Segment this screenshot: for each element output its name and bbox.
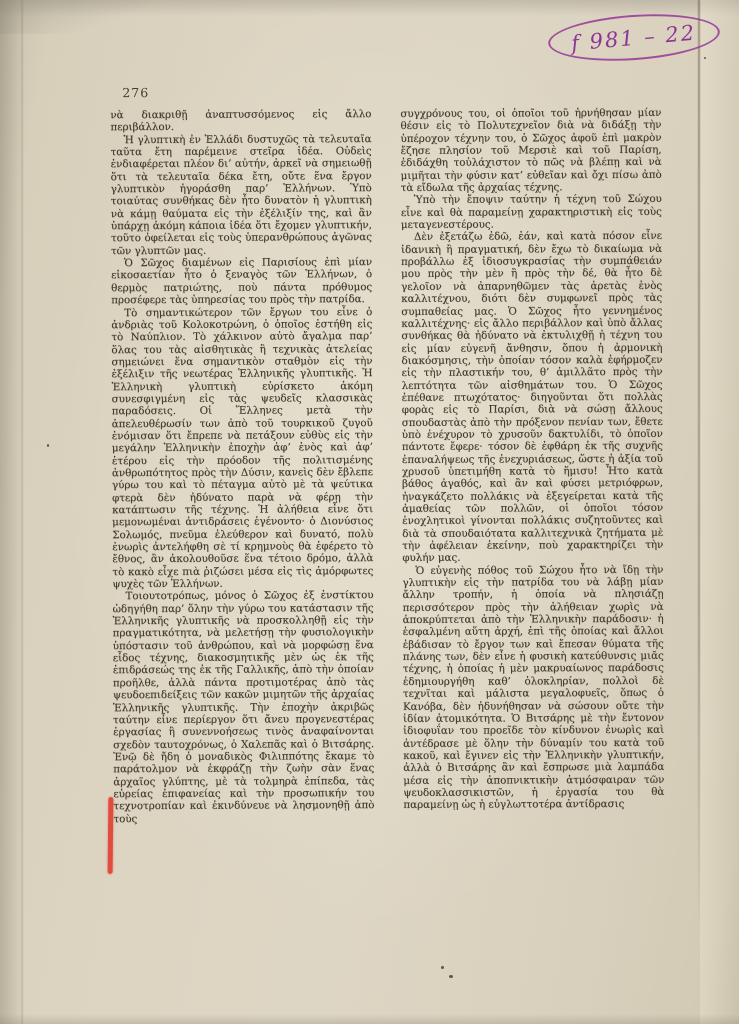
scan-speck: [47, 444, 49, 447]
paragraph: Ὁ εὐγενὴς πόθος τοῦ Σώχου ἦτο νὰ ἴδῃ τὴν γλυπτικὴν εἰς τὴν πατρίδα του νὰ λάβῃ μίαν ἄλλην τροπήν, ἡ ὁποία νὰ πλησιάζῃ περισσότερον πρὸς τὴν ἀλήθειαν χωρὶς νὰ ἀποκρύπτεται ἀπὸ τὴν Ἑλληνικὴν παράδοσιν· ἡ ἐσφαλμένη αὕτη ἀρχή, ἐπὶ τῆς ὁποίας καὶ ἄλλοι ἐβάδισαν τὸ ἔργον των καὶ ἔπεσαν θύματα τῆς πλάνης των, δὲν εἶνε ἡ φυσικὴ κατεύθυνσις μιᾶς τέχνης, ἡ ὁποίας ἡ μὲν μακρυαίωνος παράδοσις ἐδημιουργήθη καθ’ ὁλοκληρίαν, πολλοὶ δὲ τεχνῖται καὶ μάλιστα μεγαλοφυεῖς, ὅπως ὁ Κανόβα, δὲν ἠδυνήθησαν νὰ σώσουν οὔτε τὴν ἰδίαν ἀτομικότητα. Ὁ Βιτσάρης μὲ τὴν ἔντονον ἰδιοφυΐαν του προεῖδε τὸν κίνδυνον ἐνωρὶς καὶ ἀντέδρασε μὲ ὅλην τὴν δύναμίν του κατὰ τοῦ κακοῦ, καὶ ἔγινεν εἰς τὴν Ἑλληνικὴν γλυπτικήν, ἀλλὰ ὁ Βιτσάρης ἂν καὶ ἔσπρωσε μιὰ λαμπάδα μέσα εἰς τὴν ἀποπνικτικὴν ἀτμόσφαιραν τῶν ψευδοκλασσικιστῶν, ἡ ἐργασία του θὰ παραμείνῃ ὡς ἡ εὐγλωττοτέρα ἀντίδρασις: [402, 563, 665, 812]
paragraph: Τὸ σημαντικώτερον τῶν ἔργων του εἶνε ὁ ἀνδριὰς τοῦ Κολοκοτρώνη, ὁ ὁποῖος ἐστήθη εἰς τὸ Ναύπλιον. Τὸ χάλκινον αὐτὸ ἄγαλμα παρ’ ὅλας του τὰς αἰσθητικὰς ἢ τεχνικὰς ἀτελείας σημειώνει ἕνα σημαντικὸν σταθμὸν εἰς τὴν ἐξέλιξιν τῆς νεωτέρας Ἑλληνικῆς γλυπτικῆς. Ἡ Ἑλληνικὴ γλυπτικὴ εὑρίσκετο ἀκόμη συνεσφιγμένη εἰς τὰς ψευδεῖς κλασσικὰς παραδόσεις. Οἱ Ἕλληνες μετὰ τὴν ἀπελευθέρωσίν των ἀπὸ τοῦ τουρκικοῦ ζυγοῦ ἐνόμισαν ὅτι ἔπρεπε νὰ πετάξουν εὐθὺς εἰς τὴν μεγάλην Ἑλληνικὴν ἐποχὴν ἀφ’ ἑνὸς καὶ ἀφ’ ἑτέρου εἰς τὴν πρόοδον τῆς πολιτισμένης ἀνθρωπότητος πρὸς τὴν Δύσιν, κανεὶς δὲν ἔβλεπε γύρω του καὶ τὸ πέταγμα αὐτὸ μὲ τὰ ψεύτικα φτερὰ δὲν ἠδύνατο παρὰ νὰ φέρῃ τὴν κατάπτωσιν τῆς τέχνης. Ἡ ἀλήθεια εἶνε ὅτι μεμονωμέναι ἀντιδράσεις ἐγένοντο· ὁ Διονύσιος Σολωμός, πνεῦμα ἐλεύθερον καὶ δυνατό, πολὺ ἐνωρὶς ἀντελήφθη σὲ τί κρημνοὺς θὰ ἐφέρετο τὸ ἔθνος, ἂν ἀκολουθοῦσε ἕνα τέτοιο δρόμο, ἀλλὰ τὸ κακὸ εἶχε πιὰ ῥιζώσει μέσα εἰς τὶς ἀμόρφωτες ψυχὲς τῶν Ἑλλήνων.: [111, 305, 374, 591]
left-column: [110, 108, 374, 881]
scan-speck: [441, 966, 444, 969]
paper-crease-left: [21, 0, 23, 1024]
printed-text-block: [110, 83, 665, 881]
page-fold-highlight: [700, 0, 739, 1024]
paragraph: Τοιουτοτρόπως, μόνος ὁ Σῶχος ἐξ ἐνστίκτου ὡδηγήθη παρ’ ὅλην τὴν γύρω του κατάστασιν τῆς Ἑλληνικῆς γλυπτικῆς νὰ προσκολληθῇ εἰς τὴν πραγματικότητα, νὰ μελετήσῃ τὴν φυσιολογικὴν ὑπόστασιν τοῦ ἀνθρώπου, καὶ νὰ μορφώσῃ ἕνα εἶδος τέχνης, διακοσμητικῆς μὲν ὡς ἐκ τῆς ἐπιδράσεώς της ἐκ τῆς Γαλλικῆς, ἀπὸ τὴν ὁποίαν προῆλθε, ἀλλὰ πάντα προτιμοτέρας ἀπὸ τὰς ψευδοεπιδείξεις τῶν κακῶν μιμητῶν τῆς ἀρχαίας Ἑλληνικῆς γλυπτικῆς. Τὴν ἐποχὴν ἀκριβῶς ταύτην εἶνε περίεργον ὅτι ἄνευ προγενεστέρας ἐργασίας ἢ συνεννοήσεως τινὸς ἀναφαίνονται σχεδὸν ταυτοχρόνως, ὁ Χαλεπᾶς καὶ ὁ Βιτσάρης. Ἐνῷ δὲ ἤδη ὁ μοναδικὸς Φιλιππότης ἔκαμε τὸ παράτολμον νὰ ἐκφράζῃ τὴν ζωὴν σὰν ἕνας ἀρχαῖος γλύπτης, μὲ τὰ τολμηρὰ ἐπίπεδα, τὰς εὐρείας ἐπιφανείας καὶ τὴν προσωπικήν του τεχνοτροπίαν καὶ ἐκινδύνευε νὰ λησμονηθῇ ἀπὸ τοὺς: [112, 589, 375, 825]
paragraph: Ἡ γλυπτικὴ ἐν Ἑλλάδι δυστυχῶς τὰ τελευταῖα ταῦτα ἔτη παρέμεινε στεῖρα ἰδέα. Οὐδεὶς ἐνδιαφέρεται πλέον δι’ αὐτήν, ἀρκεῖ νὰ σημειωθῇ ὅτι τὰ τελευταῖα δέκα ἔτη, οὔτε ἕνα ἔργον γλυπτικὸν ἠγοράσθη παρ’ Ἑλλήνων. Ὑπὸ τοιαύτας συνθήκας δὲν ἦτο δυνατὸν ἡ γλυπτικὴ νὰ κάμῃ θαύματα εἰς τὴν ἐξέλιξίν της, καὶ ἂν ὑπάρχῃ ἀκόμη κάποια ἰδέα ὅτι ἔχομεν γλυπτικήν, τοῦτο ὀφείλεται εἰς τοὺς ὑπερανθρώπους ἀγῶνας τῶν γλυπτῶν μας.: [110, 132, 372, 257]
scan-speck: [449, 975, 453, 978]
paragraph: νὰ διακριθῇ ἀναπτυσσόμενος εἰς ἄλλο περιβάλλον.: [110, 108, 372, 134]
right-column: [400, 107, 664, 880]
scan-speck: [704, 57, 706, 59]
two-column-layout: [110, 107, 665, 881]
page-fold-shadow: [698, 0, 700, 930]
paragraph: συγχρόνους του, οἱ ὁποῖοι τοῦ ἠρνήθησαν μίαν θέσιν εἰς τὸ Πολυτεχνεῖον διὰ νὰ διδάξῃ τὴν ὑπέροχον τέχνην του, ὁ Σῶχος ἀφοῦ ἐπὶ μακρὸν ἔζησε πλησίον τοῦ Μερσιὲ καὶ τοῦ Παρίση, ἐδιδάχθη τοὐλάχιστον τὸ πῶς νὰ βλέπῃ καὶ νὰ μιμῆται τὴν φύσιν κατ’ εὐθεῖαν καὶ ὄχι πίσω ἀπὸ τὰ εἴδωλα τῆς ἀρχαίας τέχνης.: [400, 106, 662, 195]
handwritten-catalog-number: f 981 – 22: [570, 20, 698, 55]
paragraph: Ὁ Σῶχος διαμένων εἰς Παρισίους ἐπὶ μίαν εἰκοσαετίαν ἦτο ὁ ξεναγὸς τῶν Ἑλλήνων, ὁ θερμὸς πατριώτης, ποὺ πάντα πρόθυμος προσέφερε τὰς ὑπηρεσίας του πρὸς τὴν πατρίδα.: [111, 256, 373, 307]
paragraph: Δὲν ἐξετάζω ἐδῶ, ἐάν, καὶ κατὰ πόσον εἶνε ἰδανικὴ ἢ πραγματική, δὲν ἔχω τὸ δικαίωμα νὰ προβάλλω ἐξ ἰδιοσυγκρασίας τὴν συμπάθειάν μου πρὸς τὴν μὲν ἢ πρὸς τὴν δέ, θὰ ἦτο δὲ γελοῖον νὰ ἀπαρνηθῶμεν τὰς ἀρετὰς ἑνὸς καλλιτέχνου, διότι δὲν συμφωνεῖ πρὸς τὰς συμπαθείας μας. Ὁ Σῶχος ἦτο γεννημένος καλλιτέχνης· εἰς ἄλλο περιβάλλον καὶ ὑπὸ ἄλλας συνθήκας θὰ ἠδύνατο νὰ ἐκτυλιχθῇ ἡ τέχνη του εἰς μίαν εὐγενῆ ἄνθησιν, ὅπου ἡ ἁρμονικὴ διακόσμησις, τὴν ὁποίαν τόσον καλὰ ἐφήρμοζεν εἰς τὴν πλαστικήν του, θ’ ἀμιλλᾶτο πρὸς τὴν λεπτότητα τῶν αἰσθημάτων του. Ὁ Σῶχος ἐπέθανε πτωχότατος· διηγοῦνται ὅτι πολλὰς φορὰς εἰς τὸ Παρίσι, διὰ νὰ σώσῃ ἄλλους σπουδαστὰς ἀπὸ τὴν πρόξενον πενίαν των, ἔθετε ὑπὸ ἐνέχυρον τὸ χρυσοῦν δακτυλίδι, τὸ ὁποῖον πάντοτε ἔφερε· τόσον δὲ ἐφθάρη ἐκ τῆς συχνῆς ἐπαναλήψεως τῆς ἐνεχυριάσεως, ὥστε ἡ ἀξία τοῦ χρυσοῦ ὑπετιμήθη κατὰ τὸ ἥμισυ! Ἦτο κατὰ βάθος ἀγαθός, καὶ ἂν καὶ φύσει μετριόφρων, ἠναγκάζετο πολλάκις νὰ ἐξεγείρεται κατὰ τῆς ἀμαθείας τῶν πολλῶν, οἱ ὁποῖοι τόσον ἐνοχλητικοὶ γίνονται πολλάκις συζητοῦντες καὶ διὰ τὰ σπουδαιότατα καλλιτεχνικὰ ζητήματα μὲ τὴν ἀφέλειαν ἐκείνην, ποὺ χαρακτηρίζει τὴν φυλήν μας.: [400, 230, 664, 565]
paragraph: Ὑπὸ τὴν ἔποψιν ταύτην ἡ τέχνη τοῦ Σώχου εἶνε καὶ θὰ παραμείνῃ χαρακτηριστικὴ εἰς τοὺς μεταγενεστέρους.: [400, 193, 662, 232]
scan-edge-shadow-bottom: [0, 1014, 739, 1024]
page-number: 276: [122, 85, 150, 101]
handwritten-annotation-ellipse: [547, 9, 722, 66]
red-marker-stripe: [108, 797, 114, 874]
scan-edge-shadow-left: [0, 0, 20, 1024]
